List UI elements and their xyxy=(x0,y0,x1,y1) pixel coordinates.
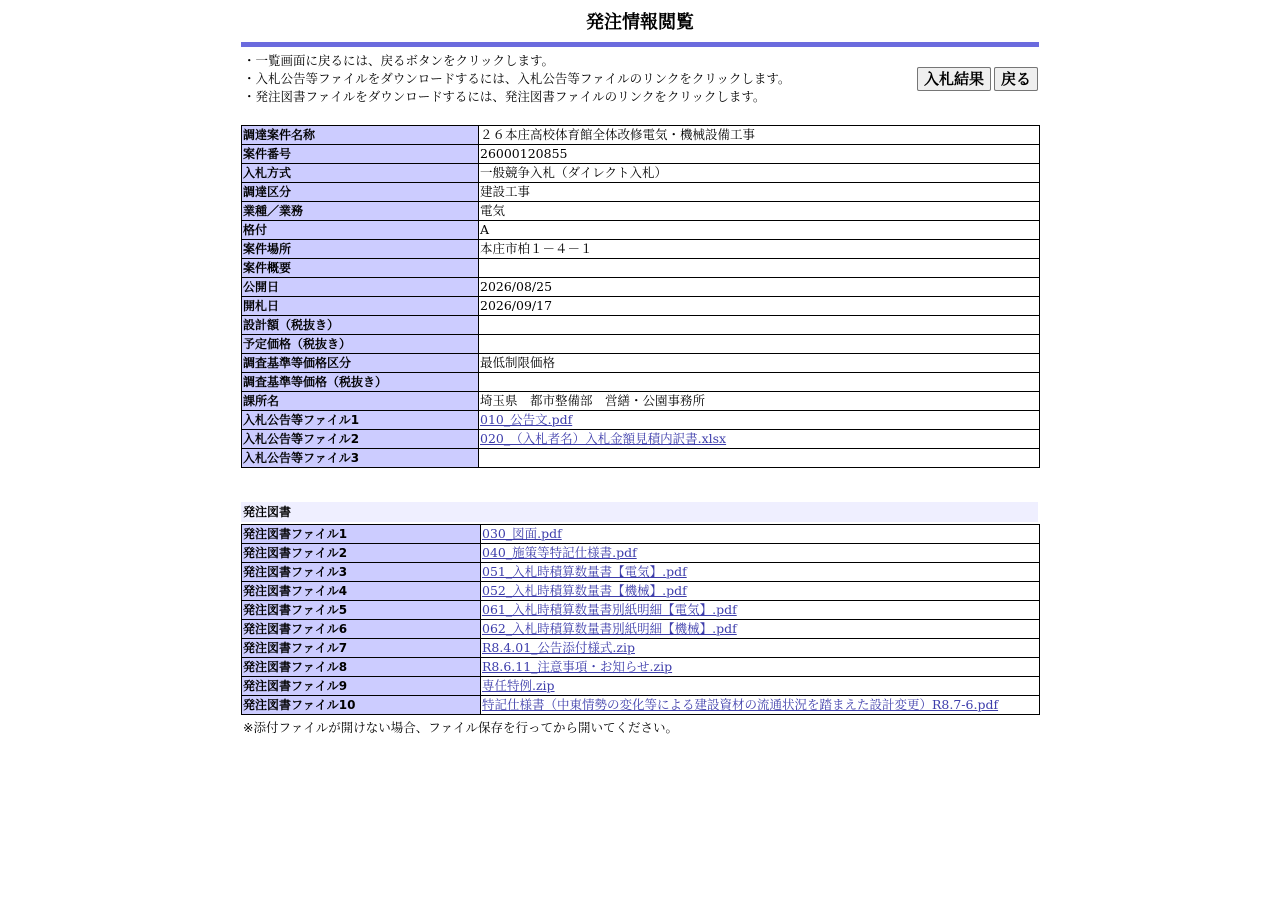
drawing-file-link[interactable]: 030_図面.pdf xyxy=(482,526,562,541)
info-value: A xyxy=(479,221,1040,240)
info-row xyxy=(242,335,1040,354)
drawing-file-row xyxy=(242,696,1040,715)
info-label: 調達区分 xyxy=(242,183,479,202)
drawing-file-cell xyxy=(481,696,1040,715)
info-value: ２６本庄高校体育館全体改修電気・機械設備工事 xyxy=(479,126,1040,145)
drawing-file-row xyxy=(242,620,1040,639)
info-value xyxy=(479,373,1040,392)
drawing-file-cell xyxy=(481,525,1040,544)
info-row xyxy=(242,430,1040,449)
info-value: 本庄市柏１－４－１ xyxy=(479,240,1040,259)
instruction-item: ・一覧画面に戻るには、戻るボタンをクリックします。 xyxy=(243,53,555,68)
drawing-file-link[interactable]: 専任特例.zip xyxy=(482,678,555,693)
drawing-file-cell xyxy=(481,658,1040,677)
info-value: 26000120855 xyxy=(479,145,1040,164)
drawing-file-label: 発注図書ファイル2 xyxy=(242,544,481,563)
drawing-file-row xyxy=(242,639,1040,658)
drawing-file-cell xyxy=(481,582,1040,601)
order-info-body xyxy=(242,126,1040,468)
info-row xyxy=(242,297,1040,316)
info-label: 開札日 xyxy=(242,297,479,316)
drawing-file-link[interactable]: 062_入札時積算数量書別紙明細【機械】.pdf xyxy=(482,621,737,636)
drawing-file-row xyxy=(242,544,1040,563)
drawing-file-label: 発注図書ファイル8 xyxy=(242,658,481,677)
drawing-file-row xyxy=(242,677,1040,696)
info-label: 予定価格（税抜き） xyxy=(242,335,479,354)
info-row xyxy=(242,145,1040,164)
info-label: 入札公告等ファイル3 xyxy=(242,449,479,468)
drawing-file-link[interactable]: 061_入札時積算数量書別紙明細【電気】.pdf xyxy=(482,602,737,617)
drawing-file-link[interactable]: 052_入札時積算数量書【機械】.pdf xyxy=(482,583,687,598)
info-label: 公開日 xyxy=(242,278,479,297)
instructions-area xyxy=(241,47,1039,125)
drawing-file-cell xyxy=(481,601,1040,620)
drawing-file-label: 発注図書ファイル9 xyxy=(242,677,481,696)
drawing-file-cell xyxy=(481,677,1040,696)
info-row xyxy=(242,221,1040,240)
drawing-file-row xyxy=(242,563,1040,582)
footnote: ※添付ファイルが開けない場合、ファイル保存を行ってから開いてください。 xyxy=(243,720,678,735)
page-title: 発注情報閲覧 xyxy=(586,12,694,33)
drawing-file-label: 発注図書ファイル3 xyxy=(242,563,481,582)
info-value xyxy=(479,411,1040,430)
info-label: 調査基準等価格（税抜き） xyxy=(242,373,479,392)
drawing-file-link[interactable]: 051_入札時積算数量書【電気】.pdf xyxy=(482,564,687,579)
drawing-file-label: 発注図書ファイル7 xyxy=(242,639,481,658)
drawings-files-body xyxy=(242,525,1040,715)
drawing-file-label: 発注図書ファイル10 xyxy=(242,696,481,715)
info-value: 建設工事 xyxy=(479,183,1040,202)
info-label: 業種／業務 xyxy=(242,202,479,221)
back-button[interactable]: 戻る xyxy=(994,67,1038,91)
info-label: 入札公告等ファイル1 xyxy=(242,411,479,430)
info-row xyxy=(242,373,1040,392)
info-label: 課所名 xyxy=(242,392,479,411)
drawing-file-link[interactable]: R8.4.01_公告添付様式.zip xyxy=(482,640,635,655)
info-label: 案件番号 xyxy=(242,145,479,164)
info-label: 格付 xyxy=(242,221,479,240)
notice-file-link[interactable]: 010_公告文.pdf xyxy=(480,412,573,427)
instruction-item: ・発注図書ファイルをダウンロードするには、発注図書ファイルのリンクをクリックします。 xyxy=(243,89,766,104)
info-row xyxy=(242,202,1040,221)
info-value: 一般競争入札（ダイレクト入札） xyxy=(479,164,1040,183)
drawing-file-row xyxy=(242,658,1040,677)
info-label: 案件概要 xyxy=(242,259,479,278)
info-row xyxy=(242,411,1040,430)
info-value xyxy=(479,316,1040,335)
drawing-file-link[interactable]: R8.6.11_注意事項・お知らせ.zip xyxy=(482,659,673,674)
info-label: 案件場所 xyxy=(242,240,479,259)
info-row xyxy=(242,259,1040,278)
info-row xyxy=(242,392,1040,411)
info-value: 電気 xyxy=(479,202,1040,221)
info-value xyxy=(479,430,1040,449)
drawings-files-table xyxy=(241,524,1040,715)
page-container xyxy=(241,0,1039,736)
drawings-section-heading: 発注図書 xyxy=(241,502,1038,522)
drawing-file-cell xyxy=(481,563,1040,582)
drawing-file-link[interactable]: 040_施策等特記仕様書.pdf xyxy=(482,545,637,560)
info-row xyxy=(242,126,1040,145)
info-value: 2026/09/17 xyxy=(479,297,1040,316)
drawing-file-row xyxy=(242,582,1040,601)
info-label: 調達案件名称 xyxy=(242,126,479,145)
info-value: 埼玉県 都市整備部 営繕・公園事務所 xyxy=(479,392,1040,411)
info-row xyxy=(242,164,1040,183)
order-info-table xyxy=(241,125,1040,468)
drawing-file-label: 発注図書ファイル1 xyxy=(242,525,481,544)
drawing-file-row xyxy=(242,525,1040,544)
info-row xyxy=(242,240,1040,259)
info-label: 設計額（税抜き） xyxy=(242,316,479,335)
bid-result-button[interactable]: 入札結果 xyxy=(917,67,991,91)
notice-file-link[interactable]: 020_（入札者名）入札金額見積内訳書.xlsx xyxy=(480,431,727,446)
info-label: 調査基準等価格区分 xyxy=(242,354,479,373)
info-label: 入札方式 xyxy=(242,164,479,183)
info-value xyxy=(479,335,1040,354)
info-row xyxy=(242,449,1040,468)
info-row xyxy=(242,278,1040,297)
drawing-file-cell xyxy=(481,620,1040,639)
info-value xyxy=(479,259,1040,278)
drawing-file-cell xyxy=(481,544,1040,563)
drawing-file-link[interactable]: 特記仕様書（中東情勢の変化等による建設資材の流通状況を踏まえた設計変更）R8.7-6.pdf xyxy=(482,697,999,712)
info-value xyxy=(479,449,1040,468)
drawing-file-label: 発注図書ファイル6 xyxy=(242,620,481,639)
drawing-file-row xyxy=(242,601,1040,620)
drawing-file-label: 発注図書ファイル4 xyxy=(242,582,481,601)
instruction-item: ・入札公告等ファイルをダウンロードするには、入札公告等ファイルのリンクをクリックします。 xyxy=(243,71,791,86)
info-row xyxy=(242,316,1040,335)
info-label: 入札公告等ファイル2 xyxy=(242,430,479,449)
info-row xyxy=(242,354,1040,373)
action-buttons xyxy=(917,67,1038,91)
info-value: 2026/08/25 xyxy=(479,278,1040,297)
drawing-file-label: 発注図書ファイル5 xyxy=(242,601,481,620)
drawing-file-cell xyxy=(481,639,1040,658)
info-value: 最低制限価格 xyxy=(479,354,1040,373)
info-row xyxy=(242,183,1040,202)
